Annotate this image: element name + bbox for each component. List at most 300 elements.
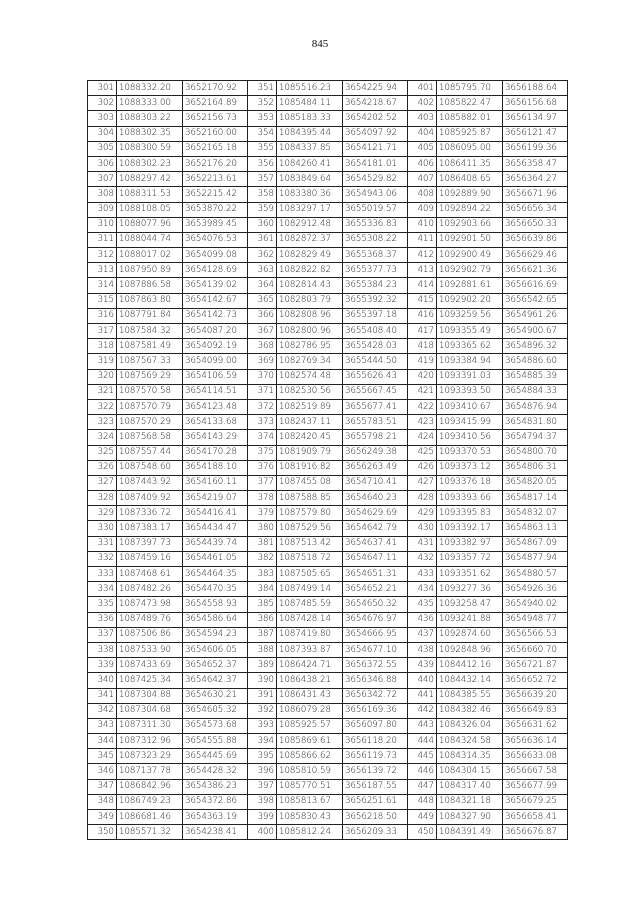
point-number-cell: 389 [248, 658, 277, 673]
point-number-cell: 337 [88, 627, 117, 642]
x-coordinate-cell: 1083380.36 [277, 187, 343, 202]
y-coordinate-cell: 3656639.86 [503, 232, 568, 247]
x-coordinate-cell: 1087568.58 [117, 430, 183, 445]
point-number-cell: 365 [248, 293, 277, 308]
y-coordinate-cell: 3656667.58 [503, 764, 568, 779]
point-number-cell: 313 [88, 263, 117, 278]
x-coordinate-cell: 1087584.32 [117, 324, 183, 339]
y-coordinate-cell: 3652160.00 [183, 126, 248, 141]
table-row [88, 263, 568, 278]
table-row [88, 658, 568, 673]
y-coordinate-cell: 3654434.47 [183, 521, 248, 536]
y-coordinate-cell: 3656566.53 [503, 627, 568, 642]
point-number-cell: 306 [88, 156, 117, 171]
point-number-cell: 431 [408, 536, 437, 551]
x-coordinate-cell: 1085813.67 [277, 794, 343, 809]
x-coordinate-cell: 1085822.47 [437, 96, 503, 111]
x-coordinate-cell: 1087557.44 [117, 445, 183, 460]
y-coordinate-cell: 3654900.67 [503, 324, 568, 339]
y-coordinate-cell: 3654076.53 [183, 232, 248, 247]
y-coordinate-cell: 3654605.32 [183, 703, 248, 718]
y-coordinate-cell: 3655677.41 [343, 399, 408, 414]
x-coordinate-cell: 1081916.82 [277, 460, 343, 475]
x-coordinate-cell: 1093391.03 [437, 369, 503, 384]
point-number-cell: 434 [408, 582, 437, 597]
y-coordinate-cell: 3652165.18 [183, 141, 248, 156]
point-number-cell: 400 [248, 825, 277, 840]
y-coordinate-cell: 3656119.73 [343, 749, 408, 764]
x-coordinate-cell: 1088297.42 [117, 172, 183, 187]
y-coordinate-cell: 3654225.94 [343, 81, 408, 96]
x-coordinate-cell: 1093365.62 [437, 339, 503, 354]
x-coordinate-cell: 1093241.88 [437, 612, 503, 627]
y-coordinate-cell: 3654926.36 [503, 582, 568, 597]
x-coordinate-cell: 1093259.56 [437, 308, 503, 323]
y-coordinate-cell: 3654831.80 [503, 415, 568, 430]
point-number-cell: 421 [408, 384, 437, 399]
x-coordinate-cell: 1085795.70 [437, 81, 503, 96]
point-number-cell: 397 [248, 779, 277, 794]
x-coordinate-cell: 1084314.35 [437, 749, 503, 764]
y-coordinate-cell: 3656187.55 [343, 779, 408, 794]
y-coordinate-cell: 3654896.32 [503, 339, 568, 354]
x-coordinate-cell: 1087455.08 [277, 475, 343, 490]
x-coordinate-cell: 1088333.00 [117, 96, 183, 111]
x-coordinate-cell: 1084304.15 [437, 764, 503, 779]
x-coordinate-cell: 1093355.49 [437, 324, 503, 339]
point-number-cell: 415 [408, 293, 437, 308]
y-coordinate-cell: 3655783.51 [343, 415, 408, 430]
y-coordinate-cell: 3656121.47 [503, 126, 568, 141]
x-coordinate-cell: 1086424.71 [277, 658, 343, 673]
y-coordinate-cell: 3655336.83 [343, 217, 408, 232]
y-coordinate-cell: 3653989.45 [183, 217, 248, 232]
x-coordinate-cell: 1093392.17 [437, 521, 503, 536]
coordinates-table [87, 80, 568, 840]
y-coordinate-cell: 3654099.00 [183, 354, 248, 369]
x-coordinate-cell: 1082872.37 [277, 232, 343, 247]
table-row [88, 384, 568, 399]
point-number-cell: 393 [248, 718, 277, 733]
point-number-cell: 353 [248, 111, 277, 126]
x-coordinate-cell: 1087513.42 [277, 536, 343, 551]
x-coordinate-cell: 1085770.51 [277, 779, 343, 794]
x-coordinate-cell: 1086095.00 [437, 141, 503, 156]
x-coordinate-cell: 1087482.26 [117, 582, 183, 597]
y-coordinate-cell: 3654867.09 [503, 536, 568, 551]
x-coordinate-cell: 1085810.59 [277, 764, 343, 779]
point-number-cell: 308 [88, 187, 117, 202]
x-coordinate-cell: 1093258.47 [437, 597, 503, 612]
y-coordinate-cell: 3656188.64 [503, 81, 568, 96]
y-coordinate-cell: 3656621.36 [503, 263, 568, 278]
x-coordinate-cell: 1082574.48 [277, 369, 343, 384]
table-row [88, 460, 568, 475]
y-coordinate-cell: 3655798.21 [343, 430, 408, 445]
point-number-cell: 349 [88, 810, 117, 825]
table-row [88, 445, 568, 460]
point-number-cell: 318 [88, 339, 117, 354]
y-coordinate-cell: 3654885.39 [503, 369, 568, 384]
x-coordinate-cell: 1092881.61 [437, 278, 503, 293]
x-coordinate-cell: 1093415.99 [437, 415, 503, 430]
y-coordinate-cell: 3654606.05 [183, 642, 248, 657]
table-row [88, 627, 568, 642]
x-coordinate-cell: 1088303.22 [117, 111, 183, 126]
x-coordinate-cell: 1087468.61 [117, 567, 183, 582]
point-number-cell: 302 [88, 96, 117, 111]
table-row [88, 430, 568, 445]
point-number-cell: 366 [248, 308, 277, 323]
point-number-cell: 408 [408, 187, 437, 202]
x-coordinate-cell: 1084321.18 [437, 794, 503, 809]
x-coordinate-cell: 1087323.29 [117, 749, 183, 764]
x-coordinate-cell: 1087304.68 [117, 703, 183, 718]
point-number-cell: 343 [88, 718, 117, 733]
point-number-cell: 407 [408, 172, 437, 187]
point-number-cell: 430 [408, 521, 437, 536]
point-number-cell: 388 [248, 642, 277, 657]
y-coordinate-cell: 3654647.11 [343, 551, 408, 566]
x-coordinate-cell: 1092889.90 [437, 187, 503, 202]
y-coordinate-cell: 3656542.65 [503, 293, 568, 308]
y-coordinate-cell: 3654461.05 [183, 551, 248, 566]
x-coordinate-cell: 1082808.96 [277, 308, 343, 323]
y-coordinate-cell: 3654363.19 [183, 810, 248, 825]
y-coordinate-cell: 3654558.93 [183, 597, 248, 612]
x-coordinate-cell: 1084432.14 [437, 673, 503, 688]
x-coordinate-cell: 1093410.67 [437, 399, 503, 414]
y-coordinate-cell: 3656372.55 [343, 658, 408, 673]
x-coordinate-cell: 1082420.45 [277, 430, 343, 445]
y-coordinate-cell: 3654651.31 [343, 567, 408, 582]
x-coordinate-cell: 1082822.82 [277, 263, 343, 278]
point-number-cell: 446 [408, 764, 437, 779]
x-coordinate-cell: 1085830.43 [277, 810, 343, 825]
x-coordinate-cell: 1087570.29 [117, 415, 183, 430]
x-coordinate-cell: 1086438.21 [277, 673, 343, 688]
x-coordinate-cell: 1087433.69 [117, 658, 183, 673]
y-coordinate-cell: 3654586.64 [183, 612, 248, 627]
page-number: 845 [311, 38, 329, 50]
point-number-cell: 348 [88, 794, 117, 809]
point-number-cell: 419 [408, 354, 437, 369]
table-row [88, 324, 568, 339]
point-number-cell: 322 [88, 399, 117, 414]
table-row [88, 779, 568, 794]
y-coordinate-cell: 3656199.36 [503, 141, 568, 156]
table-row [88, 764, 568, 779]
table-row [88, 703, 568, 718]
x-coordinate-cell: 1087567.33 [117, 354, 183, 369]
point-number-cell: 382 [248, 551, 277, 566]
x-coordinate-cell: 1086749.23 [117, 794, 183, 809]
y-coordinate-cell: 3656342.72 [343, 688, 408, 703]
x-coordinate-cell: 1084337.85 [277, 141, 343, 156]
y-coordinate-cell: 3654877.94 [503, 551, 568, 566]
table-row [88, 369, 568, 384]
table-row [88, 339, 568, 354]
table-row [88, 582, 568, 597]
point-number-cell: 338 [88, 642, 117, 657]
x-coordinate-cell: 1087443.92 [117, 475, 183, 490]
y-coordinate-cell: 3654642.37 [183, 673, 248, 688]
point-number-cell: 304 [88, 126, 117, 141]
point-number-cell: 347 [88, 779, 117, 794]
point-number-cell: 404 [408, 126, 437, 141]
x-coordinate-cell: 1092848.96 [437, 642, 503, 657]
point-number-cell: 323 [88, 415, 117, 430]
x-coordinate-cell: 1088017.02 [117, 248, 183, 263]
point-number-cell: 328 [88, 491, 117, 506]
y-coordinate-cell: 3654629.69 [343, 506, 408, 521]
x-coordinate-cell: 1087588.85 [277, 491, 343, 506]
y-coordinate-cell: 3656616.69 [503, 278, 568, 293]
table-row [88, 521, 568, 536]
point-number-cell: 441 [408, 688, 437, 703]
y-coordinate-cell: 3654416.41 [183, 506, 248, 521]
y-coordinate-cell: 3654143.29 [183, 430, 248, 445]
table-row [88, 232, 568, 247]
x-coordinate-cell: 1082530.56 [277, 384, 343, 399]
point-number-cell: 417 [408, 324, 437, 339]
y-coordinate-cell: 3654099.08 [183, 248, 248, 263]
x-coordinate-cell: 1093376.18 [437, 475, 503, 490]
table-row [88, 111, 568, 126]
table-row [88, 810, 568, 825]
point-number-cell: 314 [88, 278, 117, 293]
y-coordinate-cell: 3654133.68 [183, 415, 248, 430]
x-coordinate-cell: 1084260.41 [277, 156, 343, 171]
point-number-cell: 307 [88, 172, 117, 187]
y-coordinate-cell: 3654218.67 [343, 96, 408, 111]
x-coordinate-cell: 1083849.64 [277, 172, 343, 187]
x-coordinate-cell: 1087425.34 [117, 673, 183, 688]
point-number-cell: 403 [408, 111, 437, 126]
x-coordinate-cell: 1087311.30 [117, 718, 183, 733]
y-coordinate-cell: 3655392.32 [343, 293, 408, 308]
table-row [88, 567, 568, 582]
x-coordinate-cell: 1083297.17 [277, 202, 343, 217]
y-coordinate-cell: 3654666.95 [343, 627, 408, 642]
y-coordinate-cell: 3654238.41 [183, 825, 248, 840]
point-number-cell: 354 [248, 126, 277, 141]
y-coordinate-cell: 3654087.20 [183, 324, 248, 339]
x-coordinate-cell: 1087485.59 [277, 597, 343, 612]
y-coordinate-cell: 3655308.22 [343, 232, 408, 247]
point-number-cell: 385 [248, 597, 277, 612]
table-row [88, 172, 568, 187]
x-coordinate-cell: 1085925.87 [437, 126, 503, 141]
x-coordinate-cell: 1084317.40 [437, 779, 503, 794]
y-coordinate-cell: 3654529.82 [343, 172, 408, 187]
point-number-cell: 355 [248, 141, 277, 156]
table-row [88, 536, 568, 551]
point-number-cell: 311 [88, 232, 117, 247]
y-coordinate-cell: 3656629.46 [503, 248, 568, 263]
x-coordinate-cell: 1087409.92 [117, 491, 183, 506]
point-number-cell: 373 [248, 415, 277, 430]
table-row [88, 794, 568, 809]
point-number-cell: 437 [408, 627, 437, 642]
y-coordinate-cell: 3654880.57 [503, 567, 568, 582]
point-number-cell: 391 [248, 688, 277, 703]
point-number-cell: 371 [248, 384, 277, 399]
x-coordinate-cell: 1088302.23 [117, 156, 183, 171]
y-coordinate-cell: 3656631.62 [503, 718, 568, 733]
point-number-cell: 310 [88, 217, 117, 232]
y-coordinate-cell: 3654114.51 [183, 384, 248, 399]
y-coordinate-cell: 3654464.35 [183, 567, 248, 582]
point-number-cell: 442 [408, 703, 437, 718]
table-row [88, 749, 568, 764]
x-coordinate-cell: 1093395.83 [437, 506, 503, 521]
point-number-cell: 406 [408, 156, 437, 171]
x-coordinate-cell: 1087581.49 [117, 339, 183, 354]
table-row [88, 673, 568, 688]
y-coordinate-cell: 3656721.87 [503, 658, 568, 673]
table-row [88, 81, 568, 96]
x-coordinate-cell: 1087312.96 [117, 734, 183, 749]
point-number-cell: 450 [408, 825, 437, 840]
x-coordinate-cell: 1087579.80 [277, 506, 343, 521]
table-row [88, 187, 568, 202]
y-coordinate-cell: 3656639.20 [503, 688, 568, 703]
x-coordinate-cell: 1092901.50 [437, 232, 503, 247]
y-coordinate-cell: 3654594.23 [183, 627, 248, 642]
table-row [88, 354, 568, 369]
point-number-cell: 358 [248, 187, 277, 202]
x-coordinate-cell: 1086431.43 [277, 688, 343, 703]
x-coordinate-cell: 1085866.62 [277, 749, 343, 764]
y-coordinate-cell: 3656660.70 [503, 642, 568, 657]
x-coordinate-cell: 1084327.90 [437, 810, 503, 825]
x-coordinate-cell: 1087459.16 [117, 551, 183, 566]
y-coordinate-cell: 3654181.01 [343, 156, 408, 171]
y-coordinate-cell: 3654886.60 [503, 354, 568, 369]
y-coordinate-cell: 3656364.27 [503, 172, 568, 187]
y-coordinate-cell: 3655626.43 [343, 369, 408, 384]
x-coordinate-cell: 1087397.73 [117, 536, 183, 551]
point-number-cell: 309 [88, 202, 117, 217]
x-coordinate-cell: 1087419.80 [277, 627, 343, 642]
x-coordinate-cell: 1084326.04 [437, 718, 503, 733]
x-coordinate-cell: 1092894.22 [437, 202, 503, 217]
point-number-cell: 329 [88, 506, 117, 521]
point-number-cell: 405 [408, 141, 437, 156]
y-coordinate-cell: 3656358.47 [503, 156, 568, 171]
y-coordinate-cell: 3656652.72 [503, 673, 568, 688]
point-number-cell: 317 [88, 324, 117, 339]
point-number-cell: 342 [88, 703, 117, 718]
point-number-cell: 444 [408, 734, 437, 749]
y-coordinate-cell: 3655397.18 [343, 308, 408, 323]
y-coordinate-cell: 3655428.03 [343, 339, 408, 354]
x-coordinate-cell: 1093370.53 [437, 445, 503, 460]
point-number-cell: 440 [408, 673, 437, 688]
x-coordinate-cell: 1084382.46 [437, 703, 503, 718]
table-row [88, 415, 568, 430]
y-coordinate-cell: 3654652.21 [343, 582, 408, 597]
point-number-cell: 319 [88, 354, 117, 369]
y-coordinate-cell: 3655667.45 [343, 384, 408, 399]
x-coordinate-cell: 1082786.95 [277, 339, 343, 354]
point-number-cell: 336 [88, 612, 117, 627]
y-coordinate-cell: 3652164.89 [183, 96, 248, 111]
point-number-cell: 413 [408, 263, 437, 278]
point-number-cell: 398 [248, 794, 277, 809]
x-coordinate-cell: 1085925.57 [277, 718, 343, 733]
y-coordinate-cell: 3654940.02 [503, 597, 568, 612]
point-number-cell: 305 [88, 141, 117, 156]
y-coordinate-cell: 3655444.50 [343, 354, 408, 369]
y-coordinate-cell: 3654884.33 [503, 384, 568, 399]
y-coordinate-cell: 3656097.80 [343, 718, 408, 733]
x-coordinate-cell: 1093351.62 [437, 567, 503, 582]
point-number-cell: 432 [408, 551, 437, 566]
y-coordinate-cell: 3655377.73 [343, 263, 408, 278]
point-number-cell: 378 [248, 491, 277, 506]
point-number-cell: 367 [248, 324, 277, 339]
point-number-cell: 428 [408, 491, 437, 506]
x-coordinate-cell: 1088332.20 [117, 81, 183, 96]
x-coordinate-cell: 1084385.55 [437, 688, 503, 703]
y-coordinate-cell: 3654806.31 [503, 460, 568, 475]
point-number-cell: 301 [88, 81, 117, 96]
x-coordinate-cell: 1087791.84 [117, 308, 183, 323]
table-row [88, 642, 568, 657]
x-coordinate-cell: 1087336.72 [117, 506, 183, 521]
table-row [88, 718, 568, 733]
y-coordinate-cell: 3654637.41 [343, 536, 408, 551]
y-coordinate-cell: 3656656.34 [503, 202, 568, 217]
point-number-cell: 330 [88, 521, 117, 536]
point-number-cell: 381 [248, 536, 277, 551]
point-number-cell: 370 [248, 369, 277, 384]
point-number-cell: 345 [88, 749, 117, 764]
y-coordinate-cell: 3652213.61 [183, 172, 248, 187]
x-coordinate-cell: 1088044.74 [117, 232, 183, 247]
point-number-cell: 424 [408, 430, 437, 445]
point-number-cell: 364 [248, 278, 277, 293]
y-coordinate-cell: 3656251.61 [343, 794, 408, 809]
point-number-cell: 423 [408, 415, 437, 430]
y-coordinate-cell: 3655384.23 [343, 278, 408, 293]
y-coordinate-cell: 3654817.14 [503, 491, 568, 506]
point-number-cell: 436 [408, 612, 437, 627]
point-number-cell: 386 [248, 612, 277, 627]
point-number-cell: 396 [248, 764, 277, 779]
x-coordinate-cell: 1085516.23 [277, 81, 343, 96]
x-coordinate-cell: 1093384.94 [437, 354, 503, 369]
y-coordinate-cell: 3654961.26 [503, 308, 568, 323]
point-number-cell: 420 [408, 369, 437, 384]
point-number-cell: 350 [88, 825, 117, 840]
point-number-cell: 410 [408, 217, 437, 232]
table-row [88, 96, 568, 111]
table-row [88, 551, 568, 566]
y-coordinate-cell: 3654219.07 [183, 491, 248, 506]
y-coordinate-cell: 3654948.77 [503, 612, 568, 627]
x-coordinate-cell: 1085869.61 [277, 734, 343, 749]
y-coordinate-cell: 3654092.19 [183, 339, 248, 354]
point-number-cell: 315 [88, 293, 117, 308]
point-number-cell: 335 [88, 597, 117, 612]
point-number-cell: 411 [408, 232, 437, 247]
point-number-cell: 425 [408, 445, 437, 460]
x-coordinate-cell: 1093393.66 [437, 491, 503, 506]
point-number-cell: 443 [408, 718, 437, 733]
